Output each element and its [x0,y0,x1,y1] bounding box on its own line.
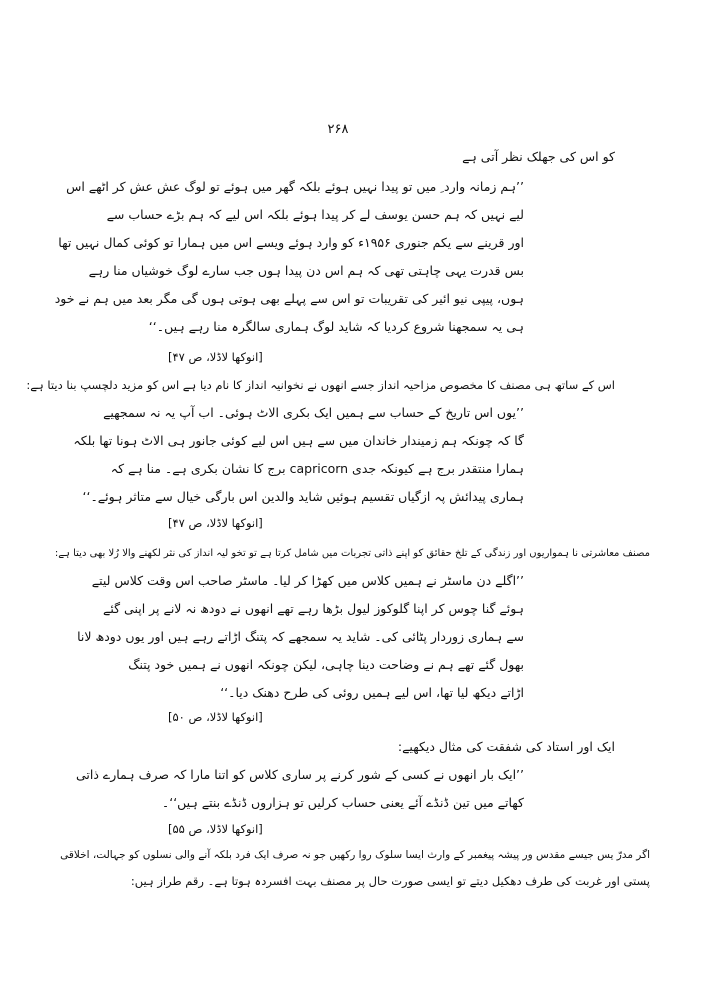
paragraph-4: ایک اور استاد کی شفقت کی مثال دیکھیے: [397,739,615,754]
quote-1-line-5: ہوں، پیپی نیو ائیر کی تقریبات تو اس سے پہلے بھی ہوتی ہوں گی مگر بعد میں ہم نے خود [54,291,524,306]
quote-3-line-3: سے ہماری زوردار پٹائی کی۔ شاید یہ سمجھے کہ پتنگ اڑاتے رہے ہیں اور یوں دودھ لانا [77,629,524,644]
quote-3-line-5: اڑاتے دیکھ لیا تھا، اس لیے ہمیں روئی کی طرح دھنک دیا۔‘‘ [220,685,524,700]
quote-1-line-1: ’’ہم زمانہ وارد ِ میں تو پیدا نہیں ہوئے بلکہ گھر میں ہوئے تو لوگ عش عش کر اٹھے اس [66,179,524,194]
quote-3-line-2: ہوئے گنا چوس کر اپنا گلوکوز لیول بڑھا رہے تھے انھوں نے دودھ نہ لانے پر اپنی گئے [103,601,524,616]
quote-4-line-2: کھاتے میں تین ڈنڈے آئے یعنی حساب کرلیں تو ہزاروں ڈنڈے بنتے ہیں‘‘۔ [161,795,524,810]
paragraph-5-line-2: پستی اور غربت کی طرف دھکیل دیتے تو ایسی صورت حال پر مصنف بہت افسردہ ہوتا ہے۔ رقم طراز ہیں: [130,874,650,888]
citation-1: [انوکھا لاڈلا، ص ۴۷] [168,350,263,364]
quote-3-line-4: بھول گئے تھے ہم نے وضاحت دینا چاہی، لیکن چونکہ انھوں نے ہمیں خود پتنگ [128,657,524,672]
paragraph-3: مصنف معاشرتی نا ہمواریوں اور زندگی کے تلخ حقائق کو اپنے ذاتی تجربات میں شامل کرتا ہے تو تخو لیہ انداز کی نثر لکھنے والا رُلا بھی دیتا ہے: [54,548,650,559]
paragraph-5-line-1: اگر مدرّ یس جیسے مقدس ور پیشہ پیغمبر کے وارث ایسا سلوک روا رکھیں جو نہ صرف ایک فرد بلکہ آنے والی نسلوں کو جہالت، اخلاقی [60,849,650,861]
quote-2-line-1: ’’یوں اس تاریخ کے حساب سے ہمیں ایک بکری الاٹ ہوئی۔ اب آپ یہ نہ سمجھیے [103,405,524,420]
quote-4-line-1: ’’ایک بار انھوں نے کسی کے شور کرنے پر ساری کلاس کو اتنا مارا کہ صرف ہمارے ذاتی [75,767,524,782]
paragraph-2: اس کے ساتھ ہی مصنف کا مخصوص مزاحیہ انداز جسے انھوں نے نخوانیہ انداز کا نام دیا ہے اس کو مزید دلچسپ بنا دیتا ہے: [26,378,615,392]
page-number: ۲۶۸ [327,122,349,137]
quote-3-line-1: ’’اگلے دن ماسٹر نے ہمیں کلاس میں کھڑا کر لیا۔ ماسٹر صاحب اس وقت کلاس لیتے [91,573,524,588]
quote-1-line-2: لیے نہیں کہ ہم حسن یوسف لے کر پیدا ہوئے بلکہ اس لیے کہ ہم بڑے حساب سے [106,207,524,222]
citation-3: [انوکھا لاڈلا، ص ۵۰] [168,710,263,724]
paragraph-intro: کو اس کی جھلک نظر آتی ہے [462,149,615,164]
citation-2: [انوکھا لاڈلا، ص ۴۷] [168,516,263,530]
quote-1-line-4: بس قدرت یہی چاہتی تھی کہ ہم اس دن پیدا ہوں جب سارے لوگ خوشیاں منا رہے [88,263,524,278]
quote-2-line-4: ہماری پیدائش پہ ازگیاں تقسیم ہوئیں شاید والدین اس بارگی خیال سے متاثر ہوئے۔‘‘ [82,489,524,504]
quote-1-line-6: ہی یہ سمجھنا شروع کردیا کہ شاید لوگ ہماری سالگرہ منا رہے ہیں۔‘‘ [148,319,524,334]
quote-1-line-3: اور قرینے سے یکم جنوری ۱۹۵۶ء کو وارد ہوئے ویسے اس میں ہمارا تو کوئی کمال نہیں تھا [58,235,524,250]
quote-2-line-2: گا کہ چونکہ ہم زمیندار خاندان میں سے ہیں اس لیے کوئی جانور ہی الاٹ ہونا تھا بلکہ [73,433,524,448]
quote-2-line-3: ہمارا منتقدر برج ہے کیونکہ جدی capricorn برج کا نشان بکری ہے۔ منا ہے کہ [110,461,524,476]
citation-4: [انوکھا لاڈلا، ص ۵۵] [168,822,263,836]
